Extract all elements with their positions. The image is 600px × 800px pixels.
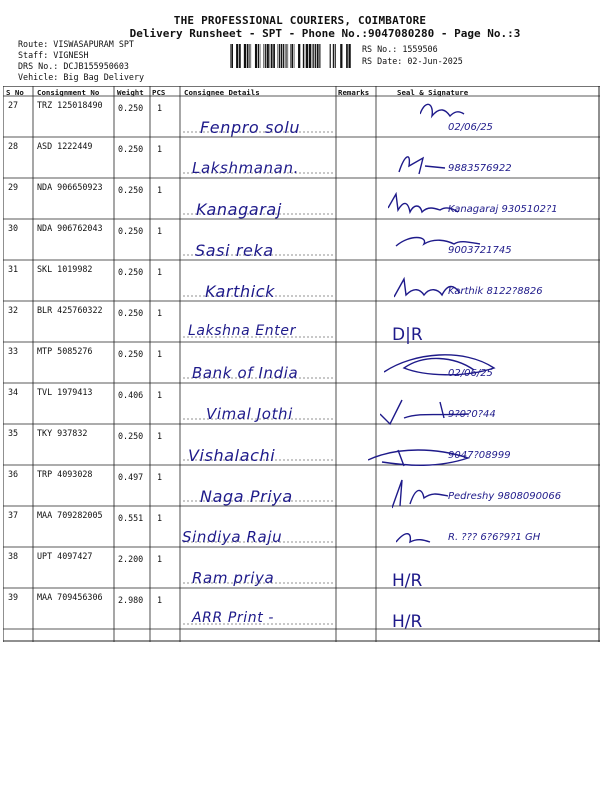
col-header-remarks: Remarks <box>338 88 370 97</box>
rs-date: RS Date: 02-Jun-2025 <box>362 56 463 66</box>
vehicle-label: Vehicle: Big Bag Delivery <box>18 72 145 82</box>
col-header-weight: Weight <box>117 88 144 97</box>
row-signature-handwritten: 02/06/25 <box>448 368 493 379</box>
signature-scribble <box>420 102 550 136</box>
row-sno: 28 <box>8 141 19 151</box>
signature-scribble <box>368 440 498 474</box>
row-sno: 36 <box>8 469 19 479</box>
signature-scribble <box>392 478 522 512</box>
row-sno: 33 <box>8 346 19 356</box>
col-header-signature: Seal & Signature <box>397 88 469 97</box>
row-sno: 34 <box>8 387 19 397</box>
row-consignment-no: UPT 4097427 <box>37 551 93 561</box>
row-sno: 31 <box>8 264 19 274</box>
row-signature-handwritten: Karthik 8122?8826 <box>448 286 543 297</box>
row-consignee-handwritten: ARR Print - <box>192 610 275 626</box>
row-weight: 0.250 <box>118 226 144 236</box>
col-header-consignment: Consignment No <box>37 88 100 97</box>
row-consignee-handwritten: Sindiya Raju <box>182 528 283 546</box>
row-consignment-no: BLR 425760322 <box>37 305 103 315</box>
row-weight: 2.980 <box>118 595 144 605</box>
col-header-consignee: Consignee Details <box>184 88 260 97</box>
row-consignment-no: TRP 4093028 <box>37 469 93 479</box>
row-pcs: 1 <box>157 554 163 564</box>
signature-scribble <box>394 275 524 309</box>
row-weight: 0.250 <box>118 349 144 359</box>
row-signature-handwritten: R. ??? 6?6?9?1 GH <box>448 532 541 543</box>
row-sno: 37 <box>8 510 19 520</box>
row-weight: 0.551 <box>118 513 144 523</box>
row-pcs: 1 <box>157 185 163 195</box>
row-sno: 38 <box>8 551 19 561</box>
row-weight: 0.250 <box>118 103 144 113</box>
staff-label: Staff: VIGNESH <box>18 50 89 60</box>
row-signature-handwritten: H/R <box>392 571 423 591</box>
row-consignee-handwritten: Sasi reka <box>195 241 274 260</box>
row-consignment-no: MAA 709456306 <box>37 592 103 602</box>
row-pcs: 1 <box>157 349 163 359</box>
row-consignment-no: NDA 906762043 <box>37 223 103 233</box>
row-consignee-handwritten: Kanagaraj <box>196 200 282 219</box>
row-weight: 2.200 <box>118 554 144 564</box>
col-header-sno: S No <box>6 88 24 97</box>
row-weight: 0.250 <box>118 144 144 154</box>
row-signature-handwritten: 02/06/25 <box>448 122 493 133</box>
signature-scribble <box>394 232 524 266</box>
row-consignee-handwritten: Bank of India <box>192 364 299 382</box>
row-weight: 0.250 <box>118 267 144 277</box>
runsheet-title: THE PROFESSIONAL COURIERS, COIMBATORE <box>173 14 427 27</box>
col-header-pcs: PCS <box>152 88 166 97</box>
signature-scribble <box>380 398 510 432</box>
row-weight: 0.406 <box>118 390 144 400</box>
row-pcs: 1 <box>157 103 163 113</box>
row-consignment-no: MAA 709282005 <box>37 510 103 520</box>
row-consignee-handwritten: Lakshmanan. <box>192 159 299 177</box>
row-consignee-handwritten: Karthick <box>205 282 276 301</box>
row-sno: 29 <box>8 182 19 192</box>
rs-number: RS No.: 1559506 <box>362 44 438 54</box>
signature-scribble <box>395 148 525 182</box>
row-signature-handwritten: 9883576922 <box>448 163 512 174</box>
row-pcs: 1 <box>157 472 163 482</box>
row-weight: 0.497 <box>118 472 144 482</box>
row-pcs: 1 <box>157 431 163 441</box>
row-consignment-no: NDA 906650923 <box>37 182 103 192</box>
row-consignee-handwritten: Naga Priya <box>200 487 293 506</box>
row-consignment-no: SKL 1019982 <box>37 264 93 274</box>
row-signature-handwritten: 9?0?0?44 <box>448 409 496 420</box>
row-sno: 27 <box>8 100 19 110</box>
row-consignee-handwritten: Vimal Jothi <box>206 405 293 423</box>
row-sno: 30 <box>8 223 19 233</box>
row-signature-handwritten: 9047?08999 <box>448 450 511 461</box>
row-consignee-handwritten: Ram priya <box>192 569 275 587</box>
row-pcs: 1 <box>157 390 163 400</box>
barcode-image <box>230 44 354 68</box>
signature-scribble <box>384 348 514 382</box>
row-consignee-handwritten: Vishalachi <box>188 446 276 465</box>
row-weight: 0.250 <box>118 308 144 318</box>
row-pcs: 1 <box>157 226 163 236</box>
row-sno: 32 <box>8 305 19 315</box>
row-signature-handwritten: 9003721745 <box>448 245 512 256</box>
row-consignment-no: TKY 937832 <box>37 428 88 438</box>
row-signature-handwritten: Kanagaraj 9305102?1 <box>448 204 558 215</box>
row-pcs: 1 <box>157 267 163 277</box>
row-consignee-handwritten: Lakshna Enter <box>188 323 296 339</box>
signature-scribble <box>396 528 526 562</box>
row-consignment-no: ASD 1222449 <box>37 141 93 151</box>
row-signature-handwritten: D|R <box>392 325 423 345</box>
row-sno: 39 <box>8 592 19 602</box>
row-consignee-handwritten: Fenpro solu <box>200 118 301 137</box>
runsheet-subtitle: Delivery Runsheet - SPT - Phone No.:9047080280 - Page No.:3 <box>129 27 521 40</box>
row-weight: 0.250 <box>118 185 144 195</box>
row-consignment-no: TVL 1979413 <box>37 387 93 397</box>
signature-scribble <box>388 192 518 226</box>
row-pcs: 1 <box>157 513 163 523</box>
drs-label: DRS No.: DCJB155950603 <box>18 61 129 71</box>
row-pcs: 1 <box>157 595 163 605</box>
row-weight: 0.250 <box>118 431 144 441</box>
row-pcs: 1 <box>157 308 163 318</box>
row-sno: 35 <box>8 428 19 438</box>
route-label: Route: VISWASAPURAM SPT <box>18 39 134 49</box>
row-signature-handwritten: Pedreshy 9808090066 <box>448 491 562 502</box>
row-consignment-no: TRZ 125018490 <box>37 100 103 110</box>
row-consignment-no: MTP 5085276 <box>37 346 93 356</box>
row-pcs: 1 <box>157 144 163 154</box>
row-signature-handwritten: H/R <box>392 612 423 632</box>
